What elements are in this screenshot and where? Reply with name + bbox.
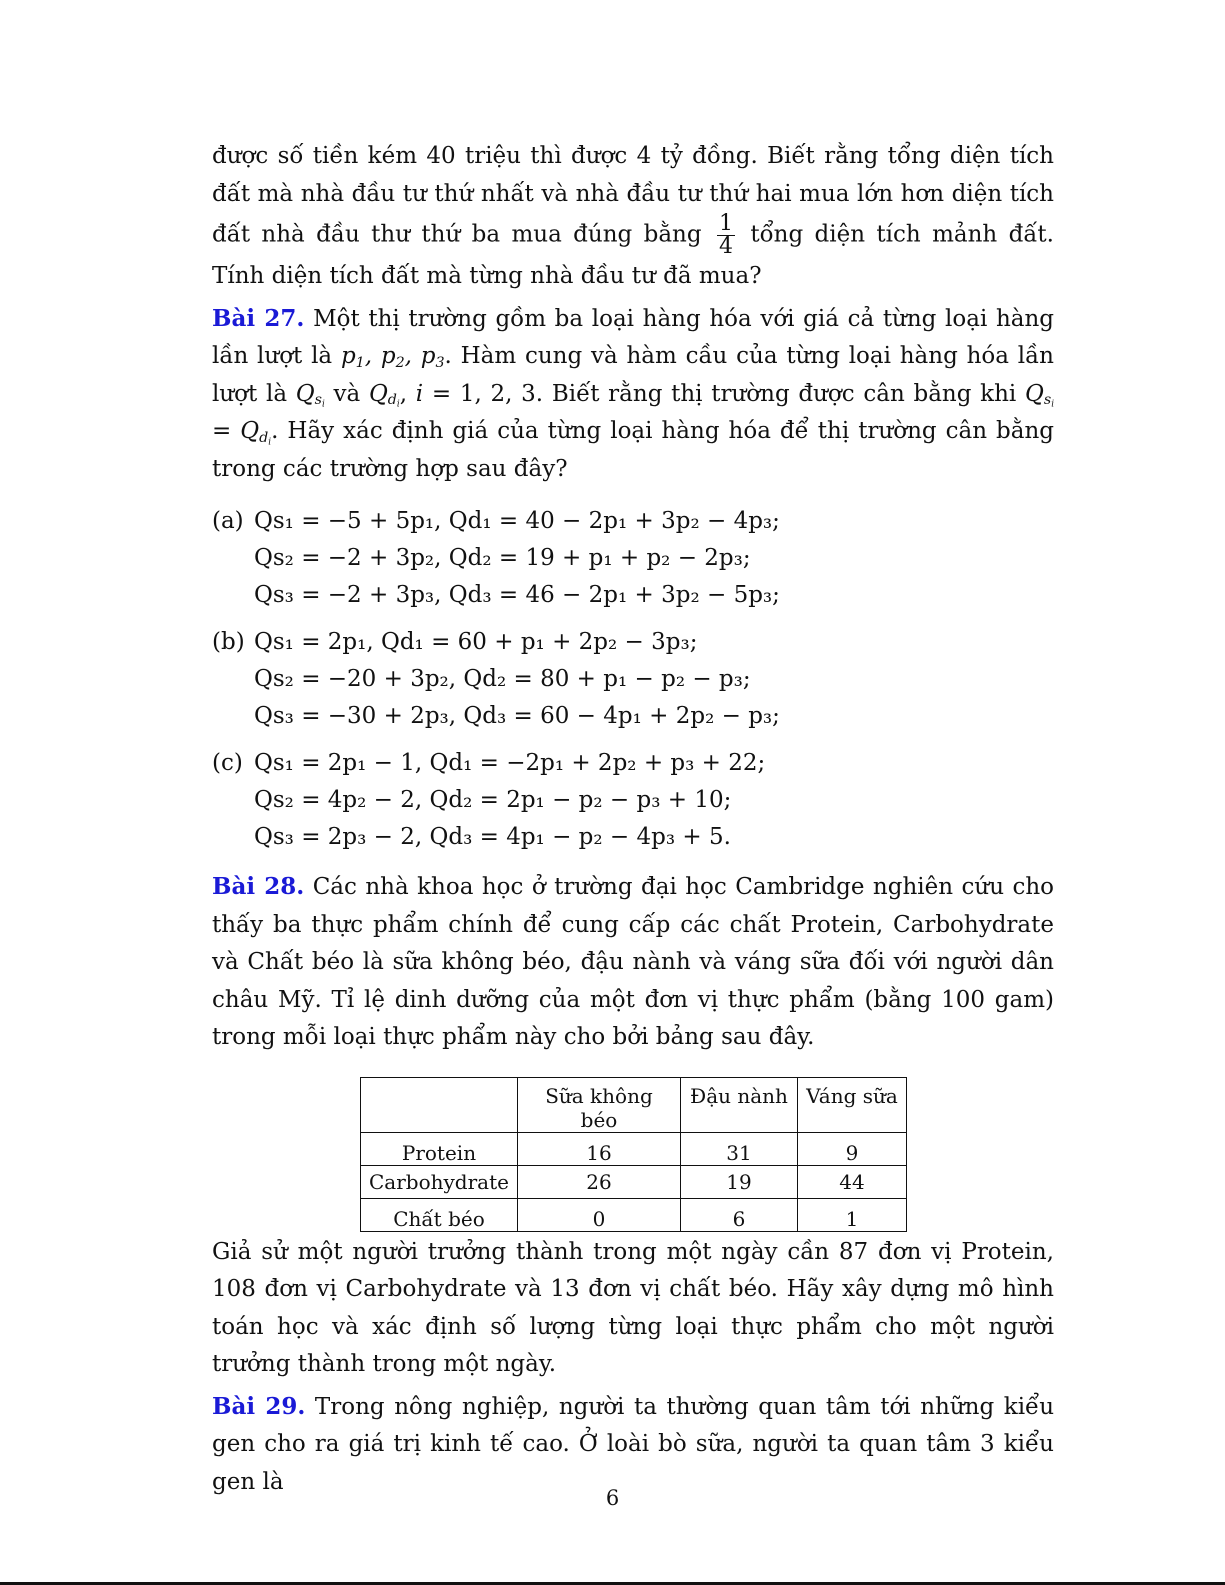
table-header-cell: Đậu nành (680, 1077, 797, 1132)
table-cell: Protein (361, 1132, 518, 1165)
table-cell: 26 (517, 1165, 680, 1198)
nutrition-table (360, 1077, 907, 1232)
system-c-label: (c) (212, 750, 243, 776)
table-header-cell (361, 1077, 518, 1132)
table-cell: 0 (517, 1198, 680, 1231)
table-cell: 9 (797, 1132, 906, 1165)
table-cell: 1 (797, 1198, 906, 1231)
bai27-label: Bài 27. (212, 304, 305, 332)
bai27-text-2: Hàm cung và hàm cầu của từng loại hàng hóa lần lượt là (212, 343, 1054, 407)
bai27-text-3: và (333, 380, 361, 407)
equation-line: Qs₂ = −2 + 3p₂, Qd₂ = 19 + p₁ + p₂ − 2p₃; (254, 545, 751, 571)
equation-line: Qs₃ = 2p₃ − 2, Qd₃ = 4p₁ − p₂ − 4p₃ + 5. (254, 824, 731, 850)
bai29-label: Bài 29. (212, 1392, 306, 1420)
fraction-numerator: 1 (718, 211, 733, 236)
table-cell: 44 (797, 1165, 906, 1198)
system-a-label: (a) (212, 508, 244, 534)
bai29-paragraph (212, 1388, 1054, 1502)
table-cell: 16 (517, 1132, 680, 1165)
bai28-after-text: Giả sử một người trưởng thành trong một ngày cần 87 đơn vị Protein, 108 đơn vị Carbohydrate và 13 đơn vị chất béo. Hãy xây dựng mô hình toán học và xác định số lượng từng loại thực phẩm cho một người trưởng thành trong một ngày. (212, 1238, 1054, 1377)
page-body (212, 138, 1054, 1501)
table-cell: 6 (680, 1198, 797, 1231)
table-header-cell: Váng sữa (797, 1077, 906, 1132)
table-cell: Chất béo (361, 1198, 518, 1231)
equation-line: Qs₁ = 2p₁ − 1, Qd₁ = −2p₁ + 2p₂ + p₃ + 22; (254, 750, 766, 776)
page-number: 6 (605, 1486, 620, 1510)
intro-paragraph (212, 138, 1054, 296)
table-row (361, 1165, 907, 1198)
bai29-text: Trong nông nghiệp, người ta thường quan tâm tới những kiểu gen cho ra giá trị kinh tế cao. Ở loài bò sữa, người ta quan tâm 3 kiểu gen là (212, 1393, 1055, 1495)
intro-text-1: được số tiền kém 40 triệu thì được 4 tỷ đồng. Biết rằng tổng diện tích đất mà nhà đầu tư thứ nhất và nhà đầu tư thứ hai mua lớn hơn diện tích đất nhà đầu thư thứ ba mua đúng bằng (212, 143, 1054, 248)
bai27-text-5: Hãy xác định giá của từng loại hàng hóa để thị trường cân bằng trong các trường hợp sau đây? (212, 418, 1055, 482)
fraction-denominator: 4 (718, 234, 733, 259)
bai27-paragraph: Bài 27. Một thị trường gồm ba loại hàng hóa với giá cả từng loại hàng lần lượt là $p_1$, $p_2$, $p_3$. Hàm cung và hàm cầu của từng loại hàng hóa lần lượt là $Q_{s_i}$ và $Q_{d_i}$, i = 1, 2, 3. Biết rằng thị trường được cân bằng khi $Q_{s_i} = Q_{d_i}$. Hãy xác định giá của từng loại hàng hóa để thị trường cân bằng trong các trường hợp sau đây? (212, 304, 1055, 482)
supply-var: $Q_{s_i}$ (295, 380, 325, 410)
bai27-text-4: Biết rằng thị trường được cân bằng khi (551, 380, 1017, 407)
equilibrium-condition: $Q_{s_i}$ (1025, 380, 1055, 410)
table-cell: Carbohydrate (361, 1165, 518, 1198)
system-a (212, 503, 1054, 614)
equation-line: Qs₁ = −5 + 5p₁, Qd₁ = 40 − 2p₁ + 3p₂ − 4p₃; (254, 508, 780, 534)
equation-line: Qs₁ = 2p₁, Qd₁ = 60 + p₁ + 2p₂ − 3p₃; (254, 629, 698, 655)
table-cell: 31 (680, 1132, 797, 1165)
bai28-label: Bài 28. (212, 873, 305, 900)
table-cell: 19 (680, 1165, 797, 1198)
system-c (212, 745, 1054, 856)
table-header-row (361, 1077, 907, 1132)
system-b (212, 624, 1054, 735)
equation-line: Qs₃ = −2 + 3p₃, Qd₃ = 46 − 2p₁ + 3p₂ − 5p₃; (254, 582, 780, 608)
intro-text-2: tổng diện tích mảnh đất. Tính diện tích đất mà từng nhà đầu tư đã mua? (212, 221, 1054, 289)
table-row (361, 1198, 907, 1231)
demand-var: $Q_{d_i}$ (368, 380, 400, 410)
equation-line: Qs₃ = −30 + 2p₃, Qd₃ = 60 − 4p₁ + 2p₂ − p₃; (254, 703, 780, 729)
bai28-paragraph (212, 868, 1054, 1057)
price-vars: $p_1$, $p_2$, $p_3$ (340, 343, 445, 371)
equation-line: Qs₂ = −20 + 3p₂, Qd₂ = 80 + p₁ − p₂ − p₃; (254, 666, 751, 692)
table-row (361, 1132, 907, 1165)
equation-line: Qs₂ = 4p₂ − 2, Qd₂ = 2p₁ − p₂ − p₃ + 10; (254, 787, 732, 813)
system-b-label: (b) (212, 629, 245, 655)
bai27-text-1: Một thị trường gồm ba loại hàng hóa với giá cả từng loại hàng lần lượt là (212, 305, 1055, 369)
bai28-text: Các nhà khoa học ở trường đại học Cambridge nghiên cứu cho thấy ba thực phẩm chính để cung cấp các chất Protein, Carbohydrate và Chất béo là sữa không béo, đậu nành và váng sữa đối với người dân châu Mỹ. Tỉ lệ dinh dưỡng của một đơn vị thực phẩm (bằng 100 gam) trong mỗi loại thực phẩm này cho bởi bảng sau đây. (212, 874, 1054, 1050)
fraction-one-quarter (717, 213, 735, 258)
table-header-cell: Sữa không béo (517, 1077, 680, 1132)
